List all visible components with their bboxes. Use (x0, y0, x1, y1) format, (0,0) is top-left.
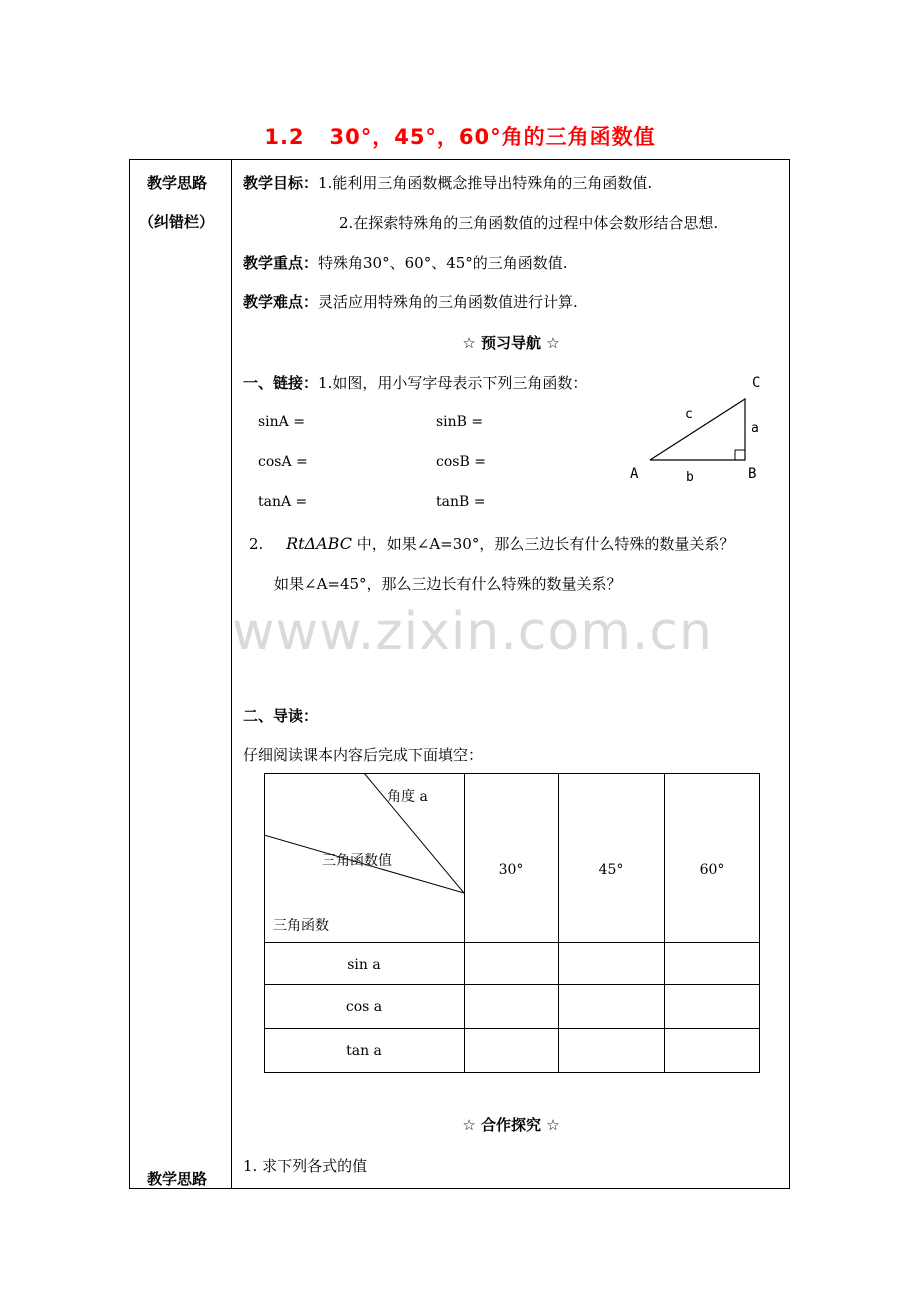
link-label: 一、链接： (243, 374, 319, 392)
keypoint-text: 特殊角30°、60°、45°的三角函数值. (318, 254, 568, 272)
sidebar-label-bottom: 教学思路 (147, 1170, 208, 1188)
formula-sinA: sinA = (258, 414, 305, 430)
page-title: 1.2 30°，45°，60°角的三角函数值 (264, 125, 656, 149)
triangle-outline (650, 399, 745, 460)
column-divider (231, 159, 232, 1189)
guide-instruction: 仔细阅读课本内容后完成下面填空： (243, 746, 484, 764)
table-grid-lines (264, 773, 760, 1073)
header-function: 三角函数 (273, 918, 329, 934)
formula-cosB: cosB = (436, 454, 486, 470)
row-sin: sin a (347, 957, 381, 973)
link-q1: 1.如图，用小写字母表示下列三角函数： (318, 374, 588, 392)
link-line (243, 372, 587, 393)
row-cos: cos a (345, 999, 383, 1015)
objective-1: 1.能利用三角函数概念推导出特殊角的三角函数值. (318, 174, 653, 192)
keypoint-label: 教学重点： (243, 254, 319, 272)
objective-2: 2.在探索特殊角的三角函数值的过程中体会数形结合思想. (339, 214, 719, 232)
section-explore-heading: ☆ 合作探究 ☆ (462, 1116, 560, 1134)
header-value: 三角函数值 (322, 853, 392, 869)
angle-45: 45° (598, 862, 624, 878)
explore-q1: 1. 求下列各式的值 (243, 1157, 368, 1175)
vertex-A: A (630, 466, 639, 482)
objectives-line1 (243, 172, 652, 193)
vertex-B: B (748, 466, 757, 482)
vertex-C: C (752, 375, 761, 391)
watermark: www.zixin.com.cn (232, 602, 713, 662)
formula-cosA: cosA = (258, 454, 308, 470)
difficulty-label: 教学难点： (243, 293, 319, 311)
sidebar-sublabel: （纠错栏） (139, 213, 215, 231)
question-2-number: 2. (249, 535, 264, 553)
question-2-math: RtΔABC (286, 534, 352, 553)
guide-label: 二、导读： (243, 707, 319, 725)
angle-30: 30° (498, 862, 524, 878)
right-angle-mark (735, 450, 745, 460)
trig-value-table (264, 773, 760, 1073)
difficulty-line (243, 291, 578, 312)
side-a: a (751, 421, 759, 436)
objectives-label: 教学目标： (243, 174, 319, 192)
section-preview-heading: ☆ 预习导航 ☆ (462, 334, 560, 352)
formula-tanB: tanB = (436, 494, 486, 510)
question-3: 如果∠A=45°，那么三边长有什么特殊的数量关系？ (274, 575, 622, 593)
question-2-text: 中，如果∠A=30°，那么三边长有什么特殊的数量关系？ (356, 535, 735, 553)
keypoint-line (243, 252, 568, 273)
angle-60: 60° (699, 862, 725, 878)
row-tan: tan a (346, 1043, 382, 1059)
side-b: b (686, 470, 694, 485)
formula-tanA: tanA = (258, 494, 308, 510)
difficulty-text: 灵活应用特殊角的三角函数值进行计算. (318, 293, 578, 311)
sidebar-label: 教学思路 (147, 174, 208, 192)
formula-sinB: sinB = (436, 414, 484, 430)
side-c: c (685, 407, 693, 422)
header-angle: 角度 a (387, 789, 428, 805)
right-triangle-figure (620, 370, 770, 485)
question-2 (249, 533, 734, 554)
